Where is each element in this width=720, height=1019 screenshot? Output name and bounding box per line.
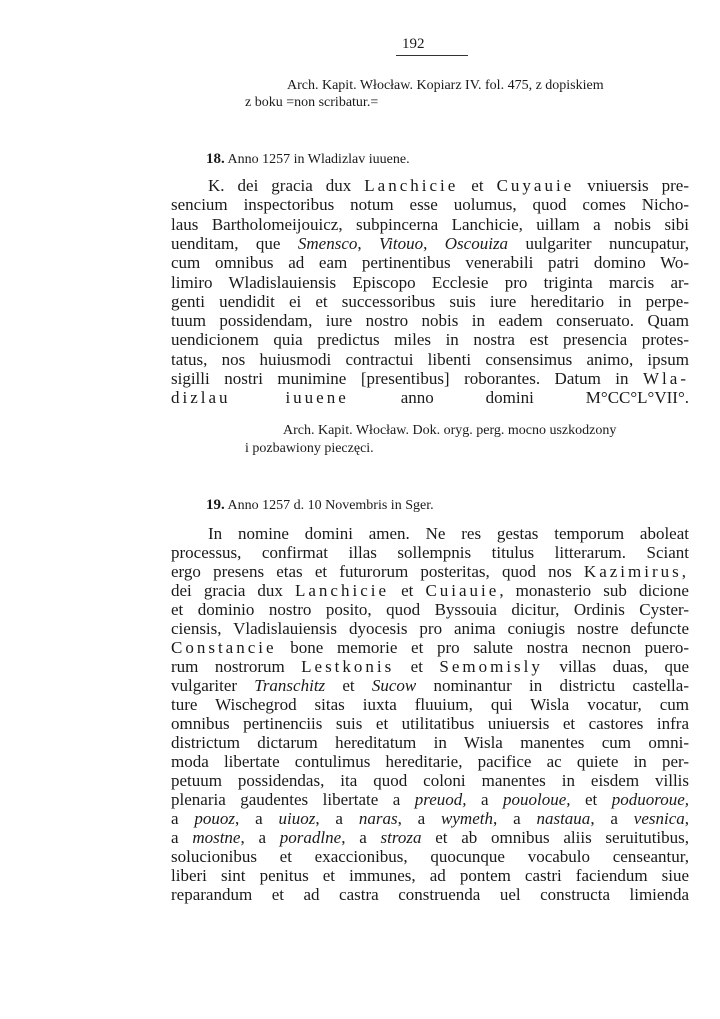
doc19-text-segment: Sucow <box>371 676 417 695</box>
doc19-text-segment: wymeth <box>441 809 493 828</box>
doc19-number: 19. <box>206 497 225 513</box>
doc19-text-segment: , a <box>492 809 537 828</box>
doc18-text-line <box>171 292 689 312</box>
doc18-text-segment: limiro Wladislauiensis Episcopo Ecclesie pro triginta marcis ar- <box>171 272 689 292</box>
doc19-text-segment: stroza <box>380 828 422 847</box>
doc19-text-line <box>171 543 689 563</box>
doc18-source-note-line2: z boku =non scribatur.= <box>245 95 379 110</box>
doc19-text-segment: et <box>394 657 440 676</box>
doc19-text-line <box>171 733 689 753</box>
doc19-heading-text: Anno 1257 d. 10 Novembris in Sger. <box>227 498 434 513</box>
doc18-text-segment: K. dei gracia dux <box>208 176 365 195</box>
doc18-heading <box>206 151 410 168</box>
doc19-text-segment: vulgariter <box>171 676 255 695</box>
doc19-text-segment: poradlne <box>279 828 342 847</box>
doc19-text-line <box>171 638 689 658</box>
doc19-text-segment: , a <box>240 828 280 847</box>
doc19-text-segment: solucionibus et exaccionibus, quocunque vocabulo censeantur, <box>171 847 689 866</box>
doc19-text-line <box>171 847 689 867</box>
doc19-text-segment: Cuiauie <box>425 581 500 600</box>
doc19-text-line <box>171 866 689 886</box>
doc19-text-segment: dei gracia dux <box>171 581 295 600</box>
doc19-text-segment: Transchitz <box>254 676 326 695</box>
page-number-rule <box>396 55 468 56</box>
doc19-text-segment: plenaria gaudentes libertate a <box>171 790 415 809</box>
doc19-text-segment: , a <box>397 809 442 828</box>
doc19-text-segment: et ab omnibus aliis seruitutibus, <box>421 828 690 847</box>
doc19-text-segment: petuum possidendas, ita quod coloni manentes in eisdem villis <box>171 771 689 790</box>
doc18-text-line <box>171 311 689 331</box>
doc18-text-segment: Cuyauie <box>496 176 575 195</box>
doc19-text-segment: , a <box>590 809 634 828</box>
doc19-text-line <box>171 714 689 734</box>
doc19-text-segment: poduoroue, <box>611 790 689 809</box>
doc19-text-segment: et <box>389 581 426 600</box>
doc18-text-segment: dizlau iuuene <box>171 388 349 408</box>
doc19-text-segment: rum nostrorum <box>171 657 302 676</box>
doc19-text-segment: a <box>466 790 503 809</box>
doc18-text-segment: vniuersis pre- <box>574 176 689 195</box>
doc18-text-segment: cum omnibus ad eam pertinentibus venerabili patri domino Wo- <box>171 253 689 273</box>
doc19-text-segment: , a <box>341 828 381 847</box>
doc18-text-segment: et <box>458 176 497 195</box>
doc19-text-segment: reparandum et ad castra construenda uel constructa limienda <box>171 885 689 904</box>
doc19-text-segment: ergo presens etas et futurorum posteritas, quod nos <box>171 562 584 581</box>
doc19-text-line <box>171 562 689 582</box>
doc19-text-segment: , monasterio sub dicione <box>499 581 689 600</box>
doc19-text-line <box>171 695 689 715</box>
doc19-text-segment: uiuoz <box>278 809 316 828</box>
doc18-text-segment: uendicionem quia predictus miles in nostra est presencia protes- <box>171 330 689 350</box>
doc18-text-segment: Wla- <box>643 369 689 388</box>
doc18-text-line <box>171 215 689 235</box>
doc19-text-segment: nastaua <box>536 809 591 828</box>
doc19-text-segment: Kazimirus, <box>583 562 689 581</box>
doc19-text-segment: Constancie <box>171 638 277 657</box>
doc19-text-line <box>171 790 689 810</box>
doc18-text-line <box>171 369 689 389</box>
doc18-text-line <box>171 234 689 254</box>
doc18-text-segment: laus Bartholomeijouicz, subpincerna Lanchicie, uillam a nobis sibi <box>171 214 689 234</box>
doc18-text-segment: Smensco <box>297 233 358 253</box>
doc19-text-line <box>171 809 689 829</box>
doc18-text-segment: tuum possidendam, iure nostro nobis in eadem conseruato. Quam <box>171 311 689 331</box>
doc19-text-segment: pouoz <box>194 809 236 828</box>
doc18-text-line <box>208 176 689 196</box>
doc19-text-segment: nominantur in districtu castella- <box>416 676 689 695</box>
doc19-text-segment: districtum dictarum hereditatum in Wisla manentes cum omni- <box>171 733 689 752</box>
doc19-text-line <box>208 524 689 544</box>
doc19-text-segment: pouoloue, <box>503 790 571 809</box>
doc18-text-segment: genti uendidit ei et successoribus suis iure hereditario in perpe- <box>171 291 689 311</box>
doc19-text-segment: vesnica <box>633 809 685 828</box>
doc19-text-line <box>171 828 689 848</box>
doc19-text-line <box>171 581 689 601</box>
doc19-text-segment: bone memorie et pro salute nostra necnon puero- <box>276 638 689 657</box>
doc18-heading-text: Anno 1257 in Wladizlav iuuene. <box>227 152 410 167</box>
doc19-text-segment: ciensis, Vladislauiensis dyocesis pro anima coniugis nostre defuncte <box>171 619 689 638</box>
doc18-text-segment: Oscouiza <box>444 233 509 253</box>
doc19-text-segment: , a <box>315 809 359 828</box>
doc19-text-segment: Semomisly <box>439 657 543 676</box>
doc18-text-line <box>171 253 689 273</box>
doc18-text-segment: sencium inspectoribus notum esse uolumus, quod comes Nicho- <box>171 195 689 215</box>
doc18-archive-note-line1: Arch. Kapit. Włocław. Dok. oryg. perg. mocno uszkodzony <box>283 423 617 438</box>
doc18-text-segment: tatus, nos huiusmodi contractui libenti consensimus animo, ipsum <box>171 349 689 369</box>
doc19-text-segment: In nomine domini amen. Ne res gestas temporum aboleat <box>208 524 689 543</box>
doc19-text-segment: et <box>570 790 612 809</box>
doc19-text-segment: mostne <box>192 828 241 847</box>
doc18-archive-note-line2: i pozbawiony pieczęci. <box>245 441 374 456</box>
doc19-text-segment: preuod, <box>414 790 467 809</box>
doc19-text-line <box>171 885 689 905</box>
doc19-text-segment: et dominio nostro posito, quod Byssouia dicitur, Ordinis Cyster- <box>171 600 689 619</box>
doc19-text-segment: ture Wischegrod sitas iuxta fluuium, qui Wisla vocatur, cum <box>171 695 689 714</box>
doc18-text-line <box>171 273 689 293</box>
doc19-text-segment: processus, confirmat illas sollempnis titulus litterarum. Sciant <box>171 543 689 562</box>
doc18-text-line <box>171 330 689 350</box>
doc19-text-line <box>171 657 689 677</box>
doc18-text-segment: Lanchicie <box>364 176 459 195</box>
doc18-text-segment: uulgariter nuncupatur, <box>508 233 690 253</box>
doc19-text-segment: a <box>171 809 195 828</box>
doc19-text-segment: omnibus pertinenciis suis et utilitatibus uniuersis et castores infra <box>171 714 689 733</box>
doc18-text-line <box>171 350 689 370</box>
doc19-text-segment: villas duas, que <box>542 657 689 676</box>
doc19-heading <box>206 497 434 514</box>
doc19-text-line <box>171 600 689 620</box>
doc19-text-segment: naras <box>358 809 398 828</box>
doc19-text-line <box>171 619 689 639</box>
doc18-text-line <box>171 388 689 408</box>
doc19-text-segment: a <box>171 828 193 847</box>
doc18-text-segment: , <box>423 233 445 253</box>
doc18-text-segment: anno domini M°CC°L°VII°. <box>348 388 689 408</box>
doc18-text-segment: uenditam, que <box>171 233 298 253</box>
doc19-text-line <box>171 752 689 772</box>
doc19-text-segment: , a <box>235 809 279 828</box>
doc18-number: 18. <box>206 151 225 167</box>
doc19-text-segment: Lestkonis <box>301 657 395 676</box>
doc19-text-segment: , <box>684 809 690 828</box>
doc18-text-segment: Vitouo <box>379 233 424 253</box>
doc18-text-segment: , <box>357 233 380 253</box>
doc18-text-segment: sigilli nostri munimine [presentibus] roborantes. Datum in <box>171 369 644 388</box>
doc18-source-note-line1: Arch. Kapit. Włocław. Kopiarz IV. fol. 475, z dopiskiem <box>287 78 604 93</box>
doc19-text-line <box>171 771 689 791</box>
doc19-text-segment: et <box>325 676 372 695</box>
doc19-text-line <box>171 676 689 696</box>
doc18-text-line <box>171 195 689 215</box>
page-number: 192 <box>402 36 425 52</box>
doc19-text-segment: Lanchicie <box>295 581 390 600</box>
doc19-text-segment: liberi sint penitus et immunes, ad pontem castri faciendum siue <box>171 866 689 885</box>
doc19-text-segment: moda libertate contulimus hereditarie, pacifice ac quiete in per- <box>171 752 689 771</box>
